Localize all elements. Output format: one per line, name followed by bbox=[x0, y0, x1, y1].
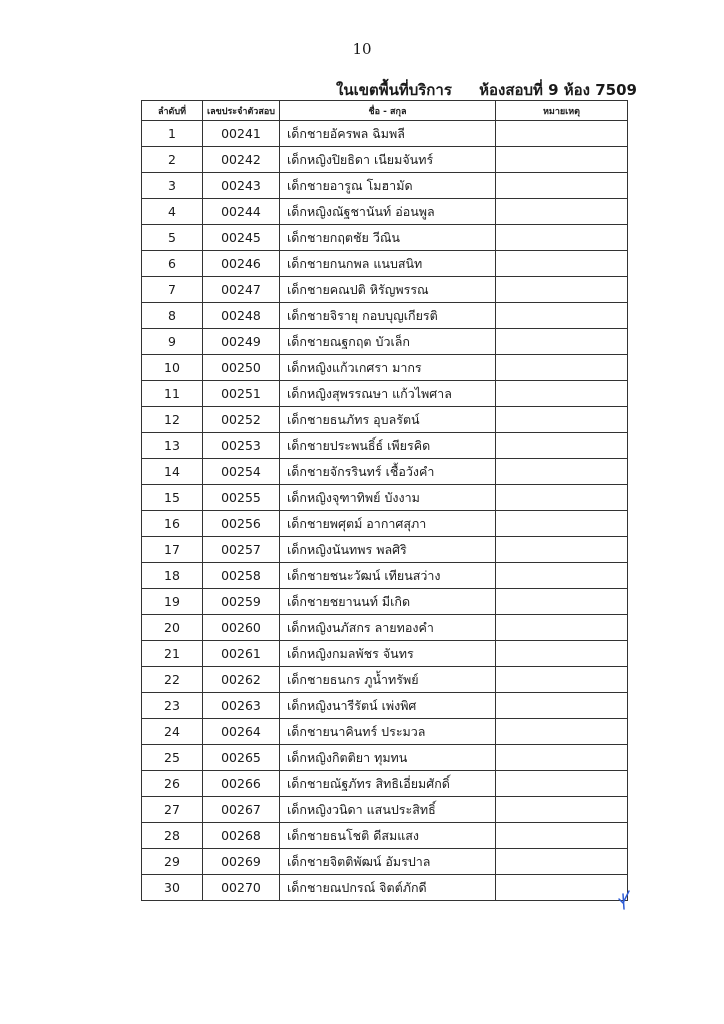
student-name-cell: เด็กชายชนะวัฒน์ เทียนสว่าง bbox=[280, 563, 496, 589]
remarks-cell bbox=[496, 563, 628, 589]
student-name-cell: เด็กชายคณปติ หิรัญพรรณ bbox=[280, 277, 496, 303]
exam-id-cell: 00254 bbox=[203, 459, 280, 485]
order-cell: 26 bbox=[142, 771, 203, 797]
student-name-cell: เด็กหญิงกิตติยา ทุมทน bbox=[280, 745, 496, 771]
exam-id-cell: 00251 bbox=[203, 381, 280, 407]
remarks-cell bbox=[496, 329, 628, 355]
column-header-exam-id: เลขประจำตัวสอบ bbox=[203, 101, 280, 121]
order-cell: 22 bbox=[142, 667, 203, 693]
order-cell: 30 bbox=[142, 875, 203, 901]
service-area-label: ในเขตพื้นที่บริการ bbox=[336, 81, 452, 99]
column-header-name: ชื่อ - สกุล bbox=[280, 101, 496, 121]
order-cell: 14 bbox=[142, 459, 203, 485]
exam-id-cell: 00249 bbox=[203, 329, 280, 355]
remarks-cell bbox=[496, 589, 628, 615]
table-row bbox=[142, 849, 628, 875]
exam-id-cell: 00244 bbox=[203, 199, 280, 225]
table-row bbox=[142, 251, 628, 277]
remarks-cell bbox=[496, 173, 628, 199]
table-row bbox=[142, 407, 628, 433]
exam-id-cell: 00258 bbox=[203, 563, 280, 589]
table-row bbox=[142, 797, 628, 823]
order-cell: 27 bbox=[142, 797, 203, 823]
exam-room-label: ห้องสอบที่ 9 ห้อง 7509 bbox=[479, 81, 637, 99]
order-cell: 28 bbox=[142, 823, 203, 849]
student-name-cell: เด็กชายกนกพล แนบสนิท bbox=[280, 251, 496, 277]
order-cell: 11 bbox=[142, 381, 203, 407]
column-header-remarks: หมายเหตุ bbox=[496, 101, 628, 121]
exam-id-cell: 00259 bbox=[203, 589, 280, 615]
table-row bbox=[142, 355, 628, 381]
roster-body bbox=[142, 121, 628, 901]
table-row bbox=[142, 485, 628, 511]
student-name-cell: เด็กชายณัฐภัทร สิทธิเอี่ยมศักดิ์ bbox=[280, 771, 496, 797]
exam-id-cell: 00256 bbox=[203, 511, 280, 537]
student-name-cell: เด็กหญิงแก้วเกศรา มากร bbox=[280, 355, 496, 381]
table-row bbox=[142, 381, 628, 407]
remarks-cell bbox=[496, 745, 628, 771]
remarks-cell bbox=[496, 459, 628, 485]
exam-id-cell: 00247 bbox=[203, 277, 280, 303]
exam-id-cell: 00245 bbox=[203, 225, 280, 251]
table-row bbox=[142, 771, 628, 797]
table-row bbox=[142, 459, 628, 485]
student-name-cell: เด็กชายธนภัทร อุบลรัตน์ bbox=[280, 407, 496, 433]
exam-id-cell: 00248 bbox=[203, 303, 280, 329]
remarks-cell bbox=[496, 823, 628, 849]
table-row bbox=[142, 433, 628, 459]
order-cell: 6 bbox=[142, 251, 203, 277]
table-row bbox=[142, 121, 628, 147]
remarks-cell bbox=[496, 147, 628, 173]
student-name-cell: เด็กชายอัครพล ฉิมพลี bbox=[280, 121, 496, 147]
student-name-cell: เด็กหญิงนภัสกร ลายทองคำ bbox=[280, 615, 496, 641]
order-cell: 5 bbox=[142, 225, 203, 251]
order-cell: 23 bbox=[142, 693, 203, 719]
order-cell: 19 bbox=[142, 589, 203, 615]
student-name-cell: เด็กชายธนโชติ ดีสมแสง bbox=[280, 823, 496, 849]
order-cell: 12 bbox=[142, 407, 203, 433]
exam-id-cell: 00253 bbox=[203, 433, 280, 459]
column-header-order: ลำดับที่ bbox=[142, 101, 203, 121]
exam-id-cell: 00243 bbox=[203, 173, 280, 199]
table-row bbox=[142, 173, 628, 199]
exam-room-heading bbox=[336, 78, 637, 102]
remarks-cell bbox=[496, 303, 628, 329]
table-row bbox=[142, 589, 628, 615]
student-name-cell: เด็กชายกฤตชัย วีณิน bbox=[280, 225, 496, 251]
order-cell: 29 bbox=[142, 849, 203, 875]
order-cell: 18 bbox=[142, 563, 203, 589]
student-name-cell: เด็กหญิงจุฑาทิพย์ บังงาม bbox=[280, 485, 496, 511]
order-cell: 20 bbox=[142, 615, 203, 641]
student-name-cell: เด็กชายจิตติพัฒน์ อัมรปาล bbox=[280, 849, 496, 875]
remarks-cell bbox=[496, 121, 628, 147]
student-name-cell: เด็กหญิงนารีรัตน์ เพ่งพิศ bbox=[280, 693, 496, 719]
student-name-cell: เด็กชายจิรายุ กอบบุญเกียรติ bbox=[280, 303, 496, 329]
handwritten-check-icon bbox=[616, 888, 634, 916]
student-name-cell: เด็กชายประพนธิ์ธ์ เพียรคิด bbox=[280, 433, 496, 459]
table-row bbox=[142, 563, 628, 589]
exam-id-cell: 00246 bbox=[203, 251, 280, 277]
order-cell: 4 bbox=[142, 199, 203, 225]
order-cell: 8 bbox=[142, 303, 203, 329]
remarks-cell bbox=[496, 433, 628, 459]
order-cell: 7 bbox=[142, 277, 203, 303]
student-roster-table bbox=[141, 100, 628, 901]
student-name-cell: เด็กชายพศุตม์ อากาศสุภา bbox=[280, 511, 496, 537]
student-name-cell: เด็กชายณฐกฤต บัวเล็ก bbox=[280, 329, 496, 355]
exam-id-cell: 00264 bbox=[203, 719, 280, 745]
order-cell: 1 bbox=[142, 121, 203, 147]
remarks-cell bbox=[496, 251, 628, 277]
remarks-cell bbox=[496, 771, 628, 797]
exam-id-cell: 00257 bbox=[203, 537, 280, 563]
student-name-cell: เด็กหญิงปิยธิดา เนียมจันทร์ bbox=[280, 147, 496, 173]
student-name-cell: เด็กหญิงวนิดา แสนประสิทธิ์ bbox=[280, 797, 496, 823]
order-cell: 24 bbox=[142, 719, 203, 745]
remarks-cell bbox=[496, 797, 628, 823]
table-row bbox=[142, 641, 628, 667]
table-row bbox=[142, 745, 628, 771]
exam-id-cell: 00267 bbox=[203, 797, 280, 823]
exam-id-cell: 00255 bbox=[203, 485, 280, 511]
exam-id-cell: 00262 bbox=[203, 667, 280, 693]
remarks-cell bbox=[496, 485, 628, 511]
exam-id-cell: 00266 bbox=[203, 771, 280, 797]
remarks-cell bbox=[496, 693, 628, 719]
exam-id-cell: 00241 bbox=[203, 121, 280, 147]
table-header-row bbox=[142, 101, 628, 121]
order-cell: 13 bbox=[142, 433, 203, 459]
exam-id-cell: 00263 bbox=[203, 693, 280, 719]
table-row bbox=[142, 693, 628, 719]
table-row bbox=[142, 511, 628, 537]
student-name-cell: เด็กชายจักรรินทร์ เชื้อวังคำ bbox=[280, 459, 496, 485]
remarks-cell bbox=[496, 849, 628, 875]
remarks-cell bbox=[496, 615, 628, 641]
exam-id-cell: 00261 bbox=[203, 641, 280, 667]
table-row bbox=[142, 875, 628, 901]
table-row bbox=[142, 225, 628, 251]
student-name-cell: เด็กหญิงณัฐชานันท์ อ่อนพูล bbox=[280, 199, 496, 225]
exam-id-cell: 00269 bbox=[203, 849, 280, 875]
exam-id-cell: 00268 bbox=[203, 823, 280, 849]
table-row bbox=[142, 615, 628, 641]
order-cell: 10 bbox=[142, 355, 203, 381]
exam-id-cell: 00270 bbox=[203, 875, 280, 901]
student-name-cell: เด็กชายณปกรณ์ จิตต์ภักดี bbox=[280, 875, 496, 901]
table-row bbox=[142, 537, 628, 563]
remarks-cell bbox=[496, 381, 628, 407]
order-cell: 9 bbox=[142, 329, 203, 355]
student-name-cell: เด็กหญิงสุพรรณษา แก้วไพศาล bbox=[280, 381, 496, 407]
exam-id-cell: 00252 bbox=[203, 407, 280, 433]
student-name-cell: เด็กชายนาคินทร์ ประมวล bbox=[280, 719, 496, 745]
page-number: 10 bbox=[352, 40, 372, 58]
student-name-cell: เด็กหญิงกมลพัชร จันทร bbox=[280, 641, 496, 667]
remarks-cell bbox=[496, 641, 628, 667]
order-cell: 15 bbox=[142, 485, 203, 511]
table-row bbox=[142, 147, 628, 173]
remarks-cell bbox=[496, 355, 628, 381]
remarks-cell bbox=[496, 277, 628, 303]
table-row bbox=[142, 303, 628, 329]
order-cell: 2 bbox=[142, 147, 203, 173]
exam-id-cell: 00260 bbox=[203, 615, 280, 641]
order-cell: 16 bbox=[142, 511, 203, 537]
student-name-cell: เด็กชายธนกร ภูน้ำทรัพย์ bbox=[280, 667, 496, 693]
remarks-cell bbox=[496, 407, 628, 433]
student-name-cell: เด็กหญิงนันทพร พลศิริ bbox=[280, 537, 496, 563]
remarks-cell bbox=[496, 199, 628, 225]
table-row bbox=[142, 667, 628, 693]
remarks-cell bbox=[496, 537, 628, 563]
order-cell: 25 bbox=[142, 745, 203, 771]
order-cell: 17 bbox=[142, 537, 203, 563]
order-cell: 3 bbox=[142, 173, 203, 199]
remarks-cell bbox=[496, 719, 628, 745]
remarks-cell bbox=[496, 875, 628, 901]
table-row bbox=[142, 199, 628, 225]
student-name-cell: เด็กชายอารูณ โมฮามัด bbox=[280, 173, 496, 199]
table-row bbox=[142, 823, 628, 849]
exam-id-cell: 00265 bbox=[203, 745, 280, 771]
remarks-cell bbox=[496, 225, 628, 251]
table-row bbox=[142, 329, 628, 355]
table-row bbox=[142, 719, 628, 745]
exam-id-cell: 00250 bbox=[203, 355, 280, 381]
exam-id-cell: 00242 bbox=[203, 147, 280, 173]
remarks-cell bbox=[496, 667, 628, 693]
remarks-cell bbox=[496, 511, 628, 537]
student-name-cell: เด็กชายชยานนท์ มีเกิด bbox=[280, 589, 496, 615]
order-cell: 21 bbox=[142, 641, 203, 667]
table-row bbox=[142, 277, 628, 303]
